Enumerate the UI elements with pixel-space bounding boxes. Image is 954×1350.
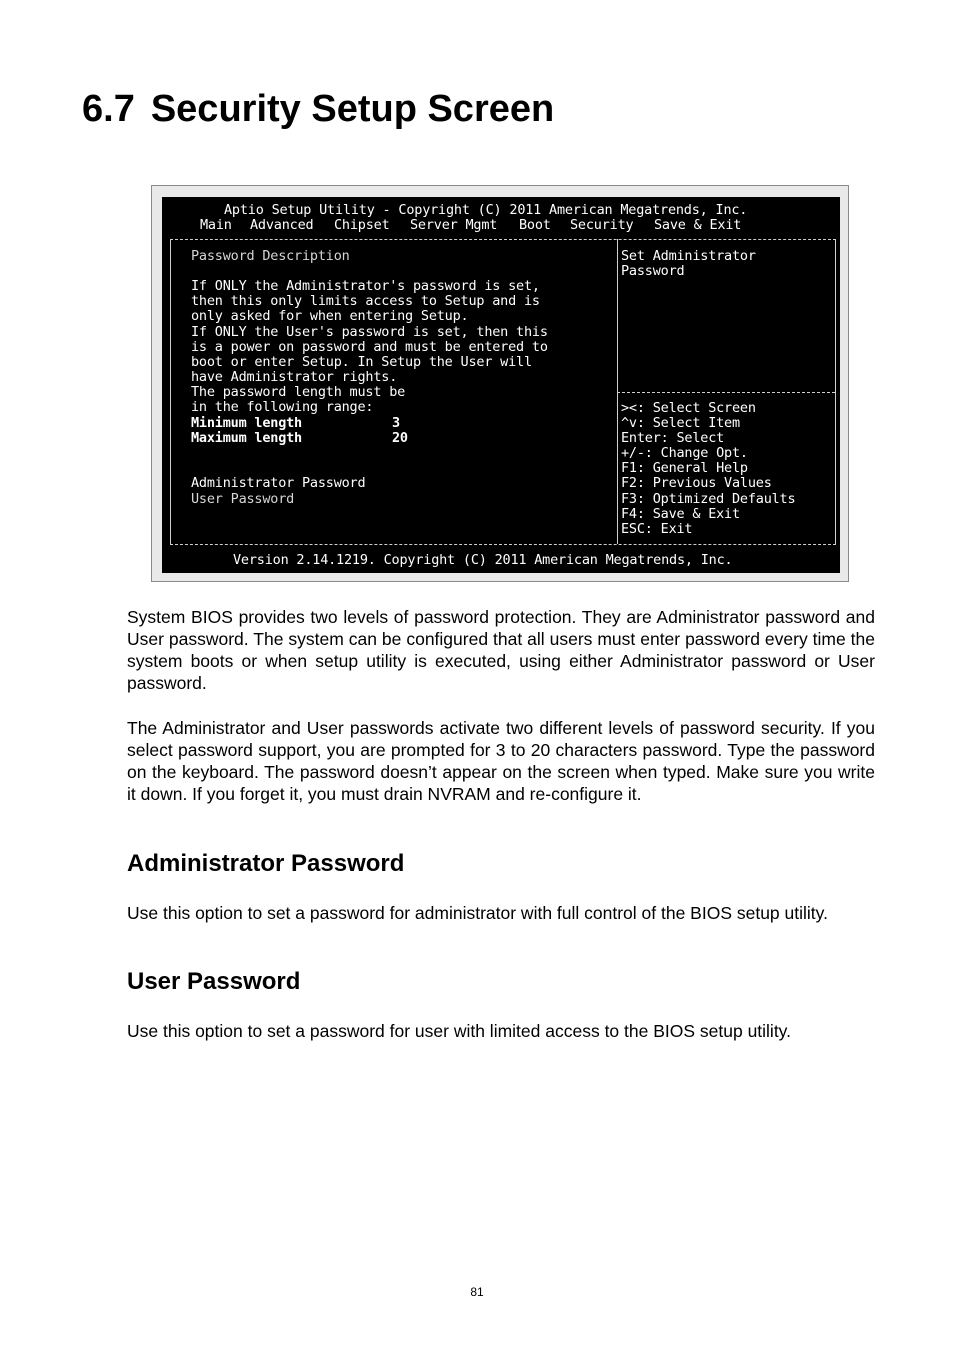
password-description-line: If ONLY the User's password is set, then this xyxy=(191,324,548,340)
bios-menu-save-exit[interactable]: Save & Exit xyxy=(654,217,742,233)
password-description-line: have Administrator rights. xyxy=(191,369,398,385)
bios-help-divider xyxy=(617,392,835,393)
key-hint: F3: Optimized Defaults xyxy=(621,491,796,507)
bios-footer: Version 2.14.1219. Copyright (C) 2011 American Megatrends, Inc. xyxy=(233,552,733,568)
password-description-line: boot or enter Setup. In Setup the User will xyxy=(191,354,532,370)
user-password-heading: User Password xyxy=(127,968,301,995)
password-description-line: If ONLY the Administrator's password is set, xyxy=(191,278,540,294)
maximum-length-label: Maximum length xyxy=(191,430,302,446)
password-levels-paragraph: The Administrator and User passwords activate two different levels of password security. If you select password support, you are prompted for 3 to 20 characters password. Type the password on the keyboard. The password doesn’t appear on the screen when typed. Make sure you write it down. If you forget it, you must drain NVRAM and re-configure it. xyxy=(127,718,875,804)
section-title: Security Setup Screen xyxy=(150,88,555,130)
intro-paragraph: System BIOS provides two levels of password protection. They are Administrator password and User password. The system can be configured that all users must enter password every time the system boots or when setup utility is executed, using either Administrator password or User password. xyxy=(127,607,875,693)
password-description-line: only asked for when entering Setup. xyxy=(191,308,469,324)
password-description-line: The password length must be xyxy=(191,384,406,400)
minimum-length-value: 3 xyxy=(392,415,400,431)
bios-header: Aptio Setup Utility - Copyright (C) 2011 American Megatrends, Inc. xyxy=(224,202,748,218)
bios-bottom-border xyxy=(170,544,836,545)
password-description-line: is a power on password and must be entered to xyxy=(191,339,548,355)
help-text-line: Set Administrator xyxy=(621,248,756,264)
key-hint: +/-: Change Opt. xyxy=(621,445,748,461)
key-hint: ESC: Exit xyxy=(621,521,693,537)
section-heading xyxy=(82,88,554,131)
help-text-line: Password xyxy=(621,263,685,279)
section-number: 6.7 xyxy=(82,88,135,130)
bios-menu-security[interactable]: Security xyxy=(570,217,634,233)
key-hint: ^v: Select Item xyxy=(621,415,740,431)
bios-menu-server-mgmt[interactable]: Server Mgmt xyxy=(410,217,498,233)
bios-screenshot xyxy=(151,185,849,582)
bios-menu-chipset[interactable]: Chipset xyxy=(334,217,390,233)
bios-left-border xyxy=(170,239,171,544)
maximum-length-value: 20 xyxy=(392,430,408,446)
bios-menu-boot[interactable]: Boot xyxy=(519,217,551,233)
minimum-length-label: Minimum length xyxy=(191,415,302,431)
administrator-password-heading: Administrator Password xyxy=(127,850,405,877)
password-description-line: then this only limits access to Setup and is xyxy=(191,293,540,309)
key-hint: F4: Save & Exit xyxy=(621,506,740,522)
user-password-item[interactable]: User Password xyxy=(191,491,295,507)
bios-screen xyxy=(162,197,840,573)
key-hint: F1: General Help xyxy=(621,460,748,476)
page-number: 81 xyxy=(470,1285,484,1299)
administrator-password-description: Use this option to set a password for administrator with full control of the BIOS setup utility. xyxy=(127,903,828,923)
key-hint: F2: Previous Values xyxy=(621,475,772,491)
password-description-title: Password Description xyxy=(191,248,350,264)
bios-menu-main[interactable]: Main xyxy=(200,217,232,233)
password-description-line: in the following range: xyxy=(191,399,374,415)
bios-right-border xyxy=(835,239,836,544)
bios-top-border xyxy=(170,239,836,240)
key-hint: Enter: Select xyxy=(621,430,725,446)
bios-menu-advanced[interactable]: Advanced xyxy=(250,217,314,233)
user-password-description: Use this option to set a password for user with limited access to the BIOS setup utility. xyxy=(127,1021,792,1041)
key-hint: ><: Select Screen xyxy=(621,400,756,416)
administrator-password-item[interactable]: Administrator Password xyxy=(191,475,366,491)
